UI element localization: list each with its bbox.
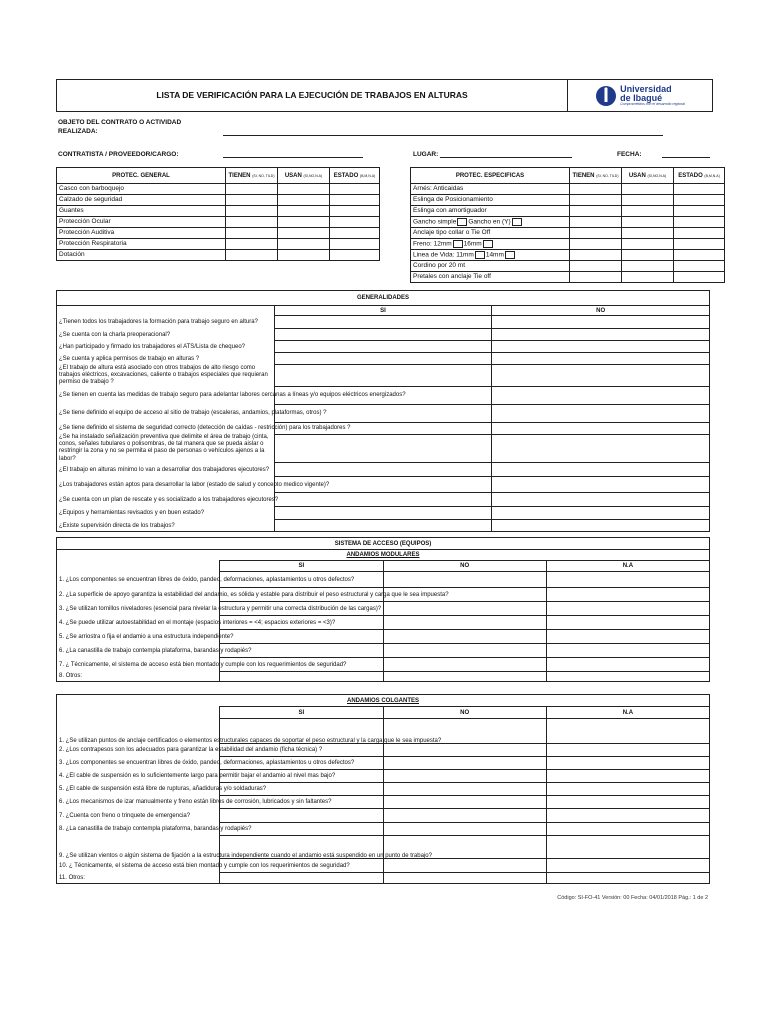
lugar-label: LUGAR: — [413, 151, 439, 158]
question: 6. ¿La canastilla de trabajo contempla plataforma, barandas y rodapiés? — [57, 644, 220, 658]
question: ¿Los trabajadores están aptos para desarrollar la labor (estado de salud y concepto medico vigente)? — [57, 477, 275, 493]
modulares-title: ANDAMIOS MODULARES — [57, 550, 710, 561]
logo-name: Universidad de Ibagué — [620, 83, 672, 103]
ppe-item: Freno: 12mm — [413, 240, 452, 248]
col-no: NO — [492, 306, 710, 316]
ppe-general-table — [56, 167, 380, 261]
col-na: N.A — [546, 561, 709, 572]
estado-header: ESTADO — [333, 172, 359, 179]
usan-header: USAN — [628, 172, 646, 179]
ppe-item: Cordino por 20 mt — [411, 261, 570, 272]
question: ¿Han participado y firmado los trabajadores el ATS/Lista de chequeo? — [57, 341, 275, 353]
objeto-label: OBJETO DEL CONTRATO O ACTIVIDAD REALIZADA: — [58, 119, 182, 136]
question: ¿Se tiene definido el sistema de seguridad correcto (detección de caídas - restricción) para los trabajadores ? — [57, 422, 275, 434]
question: ¿Se tienen en cuenta las medidas de trabajo seguro para adelantar labores cercanas a líneas y/o equipos eléctricos energizados? — [57, 386, 275, 404]
tienen-header: TIENEN — [228, 172, 251, 179]
andamios-colgantes-table — [56, 694, 710, 884]
question: 5. ¿El cable de suspensión está libre de rupturas, añadiduras y/o soldaduras? — [57, 783, 220, 796]
question: 5. ¿Se arriostra o fija el andamio a una estructura independiente? — [57, 630, 220, 644]
ppe-item: Pretales con anclaje Tie off — [411, 272, 570, 283]
tienen-header: TIENEN — [572, 172, 595, 179]
ppe-item: Calzado de seguridad — [57, 195, 226, 206]
question: ¿El trabajo en alturas mínimo lo van a desarrollar dos trabajadores ejecutores? — [57, 463, 275, 477]
freno-16-label: 16mm — [463, 240, 482, 248]
usan-sub: (SI,NO,N.A) — [647, 173, 667, 178]
ppe-specific-table — [410, 167, 725, 283]
col-si: SI — [274, 306, 492, 316]
col-no: NO — [383, 561, 546, 572]
question: 11. Otros: — [57, 873, 220, 884]
question: 4. ¿Se puede utilizar autoestabilidad en el montaje (espacios interiores = <4; espacios exteriores = <3)? — [57, 616, 220, 630]
generalidades-table — [56, 290, 710, 532]
sistema-acceso-title: SISTEMA DE ACCESO (EQUIPOS) — [57, 538, 710, 550]
estado-sub: (B,M,N.A) — [359, 173, 376, 178]
col-na: N.A — [546, 707, 709, 719]
ppe-item: Linea de Vida: 11mm — [413, 251, 474, 259]
checkbox[interactable] — [475, 251, 485, 259]
question: 6. ¿Los mecanismos de izar manualmente y freno están libres de corrosión, lubricados y sin faltantes? — [57, 796, 220, 809]
usan-sub: (SI,NO,N.A) — [303, 173, 323, 178]
page-title: LISTA DE VERIFICACIÓN PARA LA EJECUCIÓN DE TRABAJOS EN ALTURAS — [57, 80, 568, 112]
ppe-item: Arnés: Anticaidas — [411, 184, 570, 195]
ppe-item: Protección Respiratoria — [57, 239, 226, 250]
lugar-field[interactable] — [440, 157, 572, 158]
ppe-item: Eslinga de Posicionamiento — [411, 195, 570, 206]
header-table — [56, 79, 713, 112]
ppe-item: Eslinga con amortiguador — [411, 206, 570, 217]
question: 2. ¿La superficie de apoyo garantiza la estabilidad del andamio, es sólida y estable para distribuir el peso estructural y carga que le sea impuesta? — [57, 588, 220, 602]
question: 4. ¿El cable de suspensión es lo suficientemente largo para permitir bajar el andamio al nivel mas bajo? — [57, 770, 220, 783]
checkbox[interactable] — [505, 251, 515, 259]
ppe-item: Guantes — [57, 206, 226, 217]
university-logo-icon — [595, 85, 617, 107]
ppe-specific-header: PROTEC. ESPECIFICAS — [411, 168, 570, 184]
ppe-item: Anclaje tipo collar o Tie Off — [411, 228, 570, 239]
ppe-general-header: PROTEC. GENERAL — [57, 168, 226, 184]
ppe-item: Protección Ocular — [57, 217, 226, 228]
question: 10. ¿ Técnicamente, el sistema de acceso está bien montado y cumple con los requerimientos de seguridad? — [57, 859, 220, 873]
logo — [568, 80, 713, 112]
fecha-field[interactable] — [662, 157, 710, 158]
linea-14-label: 14mm — [485, 251, 504, 259]
question: 2. ¿Los contrapesos son los adecuados para garantizar la estabilidad del andamio (ficha técnica) ? — [57, 744, 220, 757]
question: ¿Se cuenta y aplica permisos de trabajo en alturas ? — [57, 353, 275, 365]
question: 8. Otros: — [57, 672, 220, 682]
ppe-item: Gancho simple — [413, 218, 457, 226]
question: 7. ¿Cuenta con freno o trinquete de emergencia? — [57, 809, 220, 823]
question: ¿El trabajo de altura está asociado con otros trabajos de alto riesgo como trabajos eléctricos, excavaciones, caliente o trabajos especiales que requieran permiso de trabajo ? — [57, 365, 275, 387]
question: ¿Existe supervisión directa de los trabajos? — [57, 520, 275, 532]
checkbox[interactable] — [453, 240, 463, 248]
checkbox[interactable] — [457, 218, 467, 226]
question: 8. ¿La canastilla de trabajo contempla plataforma, barandas y rodapiés? — [57, 823, 220, 836]
col-si: SI — [220, 707, 383, 719]
logo-tagline: Comprometidos con el desarrollo regional — [620, 101, 685, 106]
estado-sub: (B,M,N.A) — [704, 173, 720, 178]
objeto-field[interactable] — [223, 135, 663, 136]
generalidades-title: GENERALIDADES — [57, 291, 710, 306]
contratista-field[interactable] — [223, 157, 363, 158]
tienen-sub: (SI, NO, TILD) — [252, 173, 275, 178]
ppe-item: Protección Auditiva — [57, 228, 226, 239]
usan-header: USAN — [284, 172, 302, 179]
col-no: NO — [383, 707, 546, 719]
question: ¿Equipos y herramientas revisados y en buen estado? — [57, 507, 275, 520]
gancho-y-label: Gancho en (Y) — [468, 218, 511, 226]
footer-code: Código: SI-FO-41 Versión: 00 Fecha: 04/01/2018 Pág.: 1 de 2 — [557, 895, 708, 901]
andamios-modulares-table — [56, 537, 710, 682]
col-si: SI — [220, 561, 383, 572]
question: 3. ¿Los componentes se encuentran libres de óxido, pandeo, deformaciones, aplastamientos u otros defectos? — [57, 757, 220, 770]
question: 9. ¿Se utilizan vientos o algún sistema de fijación a la estructura independiente cuando el andamio está suspendido en un punto de trabajo? — [57, 836, 220, 859]
estado-header: ESTADO — [678, 172, 703, 179]
question: 1. ¿Se utilizan puntos de anclaje certificados o elementos estructurales capaces de soportar el peso estructural y la carga que le sea impuesta? — [57, 719, 220, 744]
checkbox[interactable] — [483, 240, 493, 248]
question: 3. ¿Se utilizan tornillos niveladores (esencial para nivelar la estructura y permitir una correcta distribución de las cargas)? — [57, 602, 220, 616]
question: ¿Se cuenta con la charla preoperacional? — [57, 329, 275, 341]
question: ¿Se tiene definido el equipo de acceso al sitio de trabajo (escaleras, andamios, plataformas, otros) ? — [57, 404, 275, 422]
question: ¿Se cuenta con un plan de rescate y es socializado a los trabajadores ejecutores? — [57, 493, 275, 507]
tienen-sub: (SI, NO, TILD) — [596, 173, 619, 178]
fecha-label: FECHA: — [617, 151, 642, 158]
ppe-item: Dotación — [57, 250, 226, 261]
checkbox[interactable] — [512, 218, 522, 226]
question: ¿Tienen todos los trabajadores la formación para trabajo seguro en altura? — [57, 316, 275, 329]
question: 7. ¿ Técnicamente, el sistema de acceso está bien montado y cumple con los requerimientos de seguridad? — [57, 658, 220, 672]
ppe-item: Casco con barboquejo — [57, 184, 226, 195]
colgantes-title: ANDAMIOS COLGANTES — [57, 695, 710, 707]
question: 1. ¿Los componentes se encuentran libres de óxido, pandeo, deformaciones, aplastamientos u otros defectos? — [57, 572, 220, 588]
question: ¿Se ha instalado señalización preventiva que delimite el área de trabajo (cinta, conos, señales tubulares o polisombras, de tal manera que se pueda aislar o restringir la zona y no se permita el paso de personas o vehículos ajenos a la labor? — [57, 434, 275, 463]
contratista-label: CONTRATISTA / PROVEEDOR/CARGO: — [58, 151, 179, 158]
